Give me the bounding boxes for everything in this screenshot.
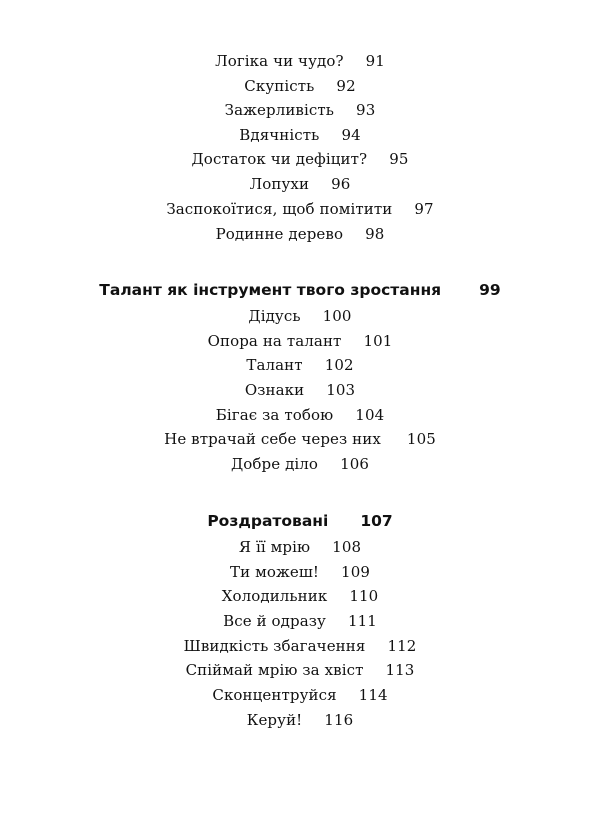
entry-title: Швидкість збагачення [183, 637, 366, 655]
entry-title: Ти можеш! [230, 563, 320, 581]
entry-title: Керуй! [246, 711, 303, 729]
toc-entry [0, 611, 600, 631]
toc-entry [0, 331, 600, 351]
entry-page-number: 100 [322, 307, 352, 325]
entry-title: Бігає за тобою [215, 406, 334, 424]
entry-title: Достаток чи дефіцит? [191, 150, 368, 168]
entry-title: Все й одразу [223, 612, 326, 630]
section-title: Талант як інструмент твого зростання [99, 281, 442, 299]
entry-title: Лопухи [249, 175, 310, 193]
entry-title: Дідусь [248, 307, 301, 325]
entry-page-number: 110 [349, 587, 379, 605]
entry-page-number: 95 [389, 150, 409, 168]
toc-entry [0, 306, 600, 326]
entry-title: Зажерливість [224, 101, 335, 119]
toc-entry [0, 355, 600, 375]
toc-entry [0, 429, 600, 449]
entry-page-number: 108 [332, 538, 362, 556]
entry-page-number: 96 [331, 175, 351, 193]
toc-entry [0, 149, 600, 169]
section-heading [0, 279, 600, 301]
entry-page-number: 104 [355, 406, 385, 424]
entry-title: Талант [246, 356, 303, 374]
toc-entry [0, 660, 600, 680]
entry-title: Спіймай мрію за хвіст [185, 661, 364, 679]
toc-entry [0, 224, 600, 244]
toc-entry [0, 586, 600, 606]
section-title: Роздратовані [207, 512, 329, 530]
entry-title: Не втрачай себе через них [164, 430, 381, 448]
toc-entry [0, 405, 600, 425]
toc-entry [0, 100, 600, 120]
entry-page-number: 105 [406, 430, 436, 448]
entry-page-number: 116 [324, 711, 354, 729]
entry-page-number: 98 [365, 225, 385, 243]
entry-page-number: 111 [347, 612, 377, 630]
entry-title: Логіка чи чудо? [215, 52, 344, 70]
section-heading [0, 510, 600, 532]
entry-title: Родинне дерево [215, 225, 344, 243]
entry-title: Я її мрію [238, 538, 311, 556]
entry-page-number: 102 [324, 356, 354, 374]
entry-page-number: 112 [387, 637, 417, 655]
entry-page-number: 97 [414, 200, 434, 218]
toc-entry [0, 199, 600, 219]
entry-title: Сконцентруйся [212, 686, 337, 704]
entry-title: Опора на талант [207, 332, 342, 350]
entry-page-number: 92 [336, 77, 356, 95]
toc-entry [0, 562, 600, 582]
toc-entry [0, 685, 600, 705]
entry-title: Скупість [244, 77, 315, 95]
entry-title: Заспокоїтися, щоб помітити [166, 200, 393, 218]
section-page-number: 107 [360, 512, 393, 530]
entry-page-number: 101 [363, 332, 393, 350]
entry-page-number: 103 [326, 381, 356, 399]
entry-title: Добре діло [230, 455, 319, 473]
toc-entry [0, 454, 600, 474]
toc-entry [0, 710, 600, 730]
toc-entry [0, 174, 600, 194]
entry-title: Ознаки [244, 381, 305, 399]
entry-page-number: 114 [358, 686, 388, 704]
toc-entry [0, 125, 600, 145]
entry-title: Холодильник [221, 587, 328, 605]
entry-page-number: 109 [341, 563, 370, 581]
entry-page-number: 93 [356, 101, 376, 119]
section-page-number: 99 [479, 281, 501, 299]
toc-entry [0, 537, 600, 557]
toc-entry [0, 51, 600, 71]
toc-entry [0, 76, 600, 96]
toc-entry [0, 636, 600, 656]
entry-page-number: 106 [340, 455, 370, 473]
entry-page-number: 113 [385, 661, 415, 679]
entry-page-number: 91 [365, 52, 385, 70]
toc-entry [0, 380, 600, 400]
entry-title: Вдячність [239, 126, 320, 144]
entry-page-number: 94 [341, 126, 361, 144]
